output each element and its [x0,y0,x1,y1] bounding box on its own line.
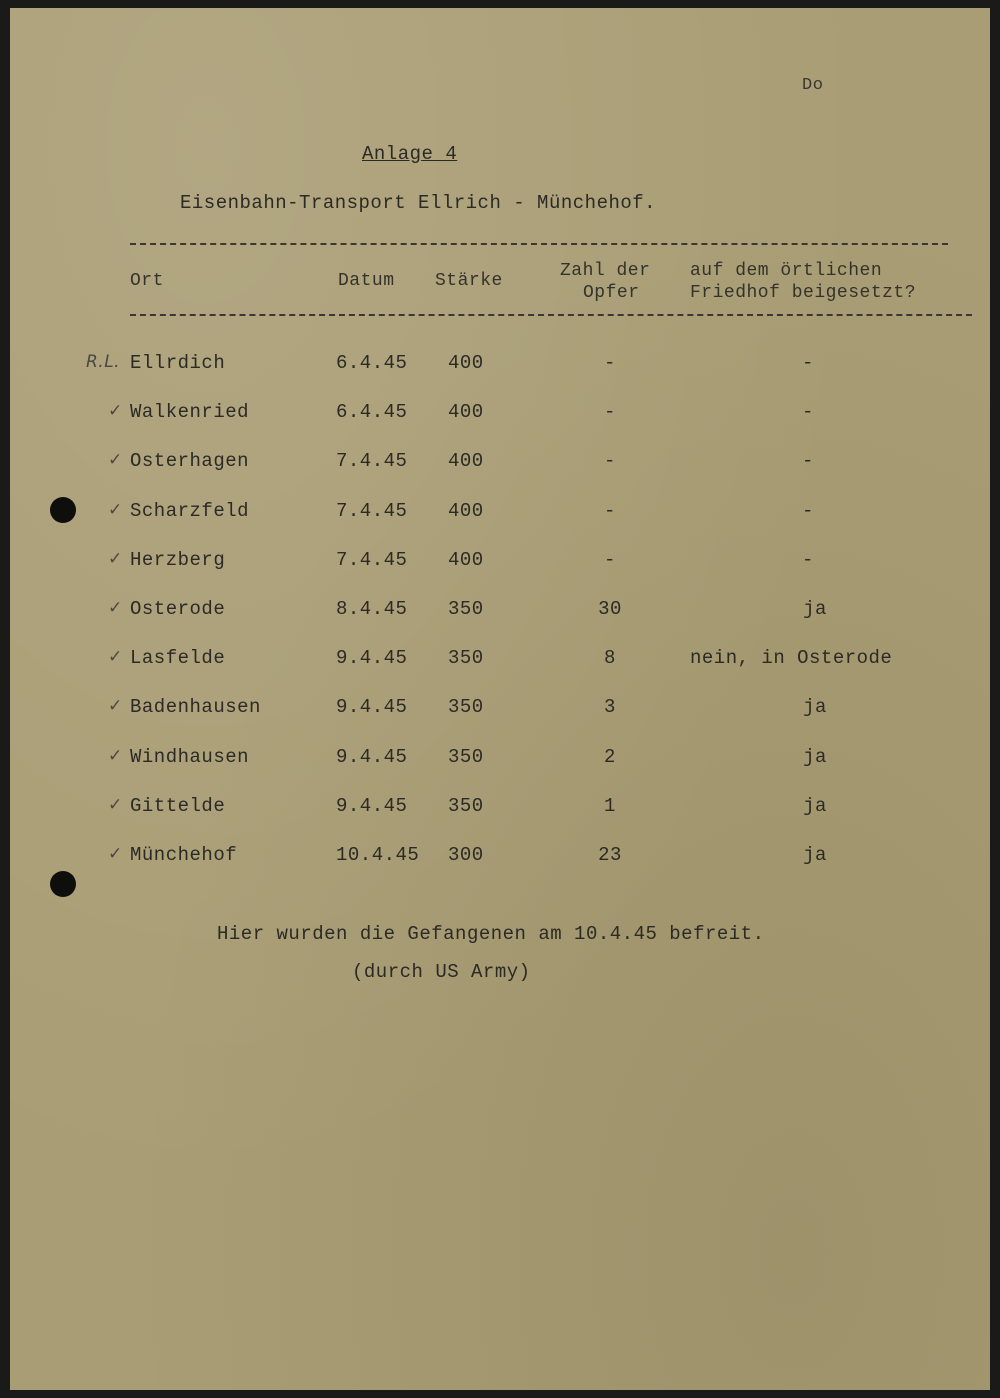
cell-friedhof: - [802,499,814,522]
punch-hole [50,497,76,523]
row-check-mark: ✓ [108,745,123,766]
cell-datum: 9.4.45 [336,745,408,768]
cell-datum: 8.4.45 [336,598,408,620]
cell-staerke: 400 [448,352,484,374]
column-header-friedhof-line2: Friedhof beigesetzt? [690,283,917,303]
table-row [10,401,990,431]
cell-datum: 7.4.45 [336,450,408,473]
row-check-mark: ✓ [108,696,123,717]
cell-datum: 9.4.45 [336,647,408,670]
cell-opfer: 23 [598,844,622,866]
table-row [10,549,990,579]
row-check-mark: ✓ [108,598,123,618]
table-top-rule [130,243,948,245]
table-row [10,746,990,776]
row-check-mark: ✓ [108,844,123,864]
column-header-ort: Ort [130,271,164,291]
column-header-friedhof-line1: auf dem örtlichen [690,261,883,281]
cell-friedhof: - [802,450,814,473]
row-check-mark: ✓ [108,794,123,815]
document-title: Eisenbahn-Transport Ellrich - Münchehof. [180,192,657,214]
column-header-staerke: Stärke [435,271,503,291]
cell-staerke: 350 [448,745,484,768]
cell-staerke: 350 [448,794,484,817]
cell-staerke: 300 [448,844,484,866]
table-row [10,598,990,628]
cell-ort: Lasfelde [130,647,226,670]
cell-datum: 6.4.45 [336,352,408,374]
cell-opfer: 30 [598,598,622,620]
cell-ort: Münchehof [130,844,238,866]
cell-friedhof: nein, in Osterode [690,647,893,670]
row-check-mark: ✓ [108,450,123,471]
cell-friedhof: ja [803,745,827,768]
attachment-label: Anlage 4 [362,143,458,165]
cell-staerke: 400 [448,401,484,424]
cell-staerke: 400 [448,548,484,571]
cell-opfer: - [604,548,616,571]
cell-ort: Osterode [130,598,226,620]
cell-ort: Scharzfeld [130,499,250,522]
cell-datum: 9.4.45 [336,794,408,817]
cell-datum: 7.4.45 [336,499,408,522]
cell-opfer: - [604,401,616,424]
cell-ort: Walkenried [130,401,250,424]
table-row [10,844,990,874]
cell-ort: Ellrdich [130,352,226,374]
table-row [10,795,990,825]
cell-staerke: 400 [448,450,484,473]
footer-note-sub: (durch US Army) [352,961,531,983]
table-row [10,352,990,382]
document-page [10,8,990,1390]
table-row [10,450,990,480]
cell-staerke: 400 [448,499,484,522]
footer-note: Hier wurden die Gefangenen am 10.4.45 befreit. [217,923,765,945]
table-row [10,696,990,726]
column-header-datum: Datum [338,271,395,291]
cell-friedhof: ja [803,598,827,620]
cell-datum: 10.4.45 [336,844,420,866]
cell-friedhof: - [802,352,814,374]
cell-datum: 7.4.45 [336,548,408,571]
cell-datum: 9.4.45 [336,696,408,719]
cell-opfer: 2 [604,745,616,768]
cell-opfer: - [604,499,616,522]
column-header-opfer-line2: Opfer [583,283,640,303]
cell-staerke: 350 [448,647,484,670]
cell-ort: Windhausen [130,745,250,768]
cell-staerke: 350 [448,696,484,719]
row-check-mark: ✓ [108,401,123,422]
row-check-mark: ✓ [108,548,123,569]
cell-friedhof: ja [803,844,827,866]
cell-datum: 6.4.45 [336,401,408,424]
cell-opfer: - [604,450,616,473]
cell-ort: Osterhagen [130,450,250,473]
cell-opfer: - [604,352,616,374]
cell-friedhof: - [802,401,814,424]
row-check-mark: ✓ [108,647,123,668]
cell-opfer: 8 [604,647,616,670]
cell-staerke: 350 [448,598,484,620]
top-right-note: Do [802,76,824,95]
cell-ort: Gittelde [130,794,226,817]
cell-opfer: 1 [604,794,616,817]
table-header-rule [130,314,972,316]
table-row [10,647,990,677]
column-header-opfer-line1: Zahl der [560,261,651,281]
cell-friedhof: ja [803,794,827,817]
cell-ort: Badenhausen [130,696,261,719]
row-check-mark: R.L. [86,352,121,372]
punch-hole [50,871,76,897]
row-check-mark: ✓ [108,499,123,520]
cell-ort: Herzberg [130,548,226,571]
cell-opfer: 3 [604,696,616,719]
cell-friedhof: ja [803,696,827,719]
cell-friedhof: - [802,548,814,571]
table-row [10,500,990,530]
